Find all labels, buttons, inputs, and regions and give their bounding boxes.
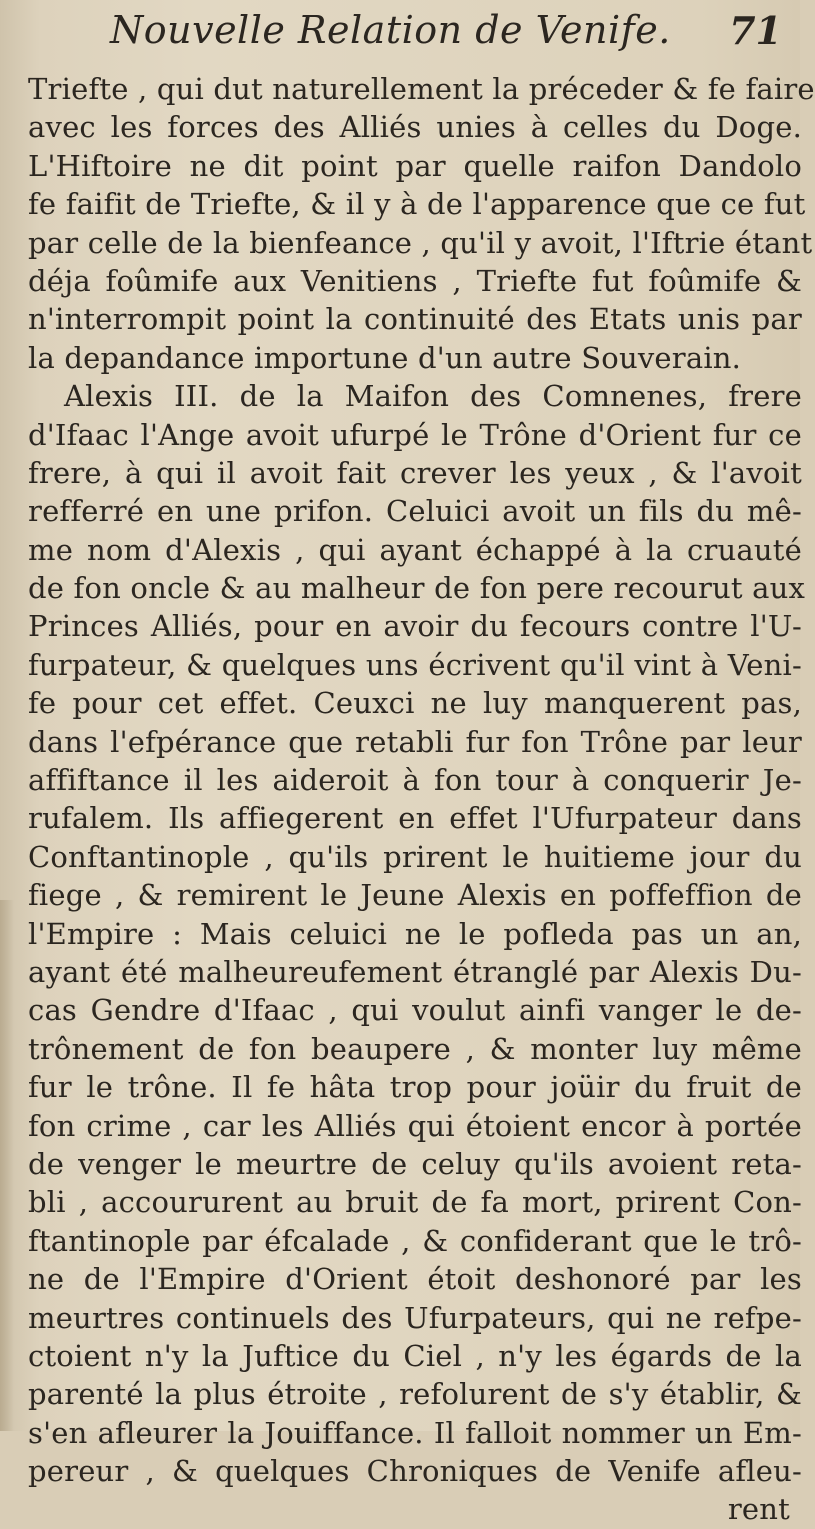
body-text bbox=[28, 70, 815, 1529]
text-line: d'Ifaac l'Ange avoit ufurpé le Trône d'Orient fur ce bbox=[28, 417, 802, 452]
text-line: déja foûmife aux Venitiens , Triefte fut foûmife & bbox=[28, 263, 802, 298]
text-line: ayant été malheureufement étranglé par Alexis Du- bbox=[28, 954, 802, 989]
text-line: fiege , & remirent le Jeune Alexis en poffeffion de bbox=[28, 878, 802, 913]
text-line: parenté la plus étroite , refolurent de s'y établir, & bbox=[28, 1377, 802, 1412]
text-line: L'Hiftoire ne dit point par quelle raifon Dandolo bbox=[28, 148, 802, 183]
text-line: fe pour cet effet. Ceuxci ne luy manquerent pas, bbox=[28, 686, 802, 721]
text-line: avec les forces des Alliés unies à celles du Doge. bbox=[28, 110, 802, 145]
text-line: pereur , & quelques Chroniques de Venife afleu- bbox=[28, 1454, 802, 1489]
text-line: ne de l'Empire d'Orient étoit deshonoré par les bbox=[28, 1262, 802, 1297]
text-line: Alexis III. de la Maifon des Comnenes, frere bbox=[64, 379, 802, 414]
text-line: affiftance il les aideroit à fon tour à conquerir Je- bbox=[28, 763, 802, 798]
text-line: par celle de la bienfeance , qu'il y avoit, l'Iftrie étant bbox=[28, 225, 813, 260]
page-edge-shadow bbox=[0, 900, 14, 1431]
text-line: Princes Alliés, pour en avoir du fecours contre l'U- bbox=[28, 609, 802, 644]
text-line: ctoient n'y la Juftice du Ciel , n'y les égards de la bbox=[28, 1338, 802, 1373]
text-line: frere, à qui il avoit fait crever les yeux , & l'avoit bbox=[28, 455, 802, 490]
text-line: de venger le meurtre de celuy qu'ils avoient reta- bbox=[28, 1146, 802, 1181]
page-number: 71 bbox=[729, 8, 782, 53]
text-line: fon crime , car les Alliés qui étoient encor à portée bbox=[28, 1108, 802, 1143]
catchword: rent bbox=[727, 1492, 790, 1527]
page-header bbox=[110, 8, 790, 68]
text-line: me nom d'Alexis , qui ayant échappé à la cruauté bbox=[28, 532, 802, 567]
text-line: bli , accoururent au bruit de fa mort, prirent Con- bbox=[28, 1185, 802, 1220]
text-line: refferré en une prifon. Celuici avoit un fils du mê- bbox=[28, 494, 802, 529]
text-line: trônement de fon beaupere , & monter luy même bbox=[28, 1031, 802, 1066]
text-line: la depandance importune d'un autre Souverain. bbox=[28, 340, 742, 375]
running-title: Nouvelle Relation de Venife. bbox=[110, 8, 671, 52]
text-line: fe faifit de Triefte, & il y à de l'apparence que ce fut bbox=[28, 187, 806, 222]
text-line: Triefte , qui dut naturellement la préceder & fe faire bbox=[28, 72, 815, 106]
text-line: fur le trône. Il fe hâta trop pour joüir du fruit de bbox=[28, 1070, 802, 1105]
text-line: n'interrompit point la continuité des Etats unis par bbox=[28, 302, 802, 337]
text-line: s'en afleurer la Jouiffance. Il falloit nommer un Em- bbox=[28, 1415, 802, 1450]
text-line: meurtres continuels des Ufurpateurs, qui ne refpe- bbox=[28, 1300, 802, 1335]
text-line: de fon oncle & au malheur de fon pere recourut aux bbox=[28, 571, 806, 606]
text-line: cas Gendre d'Ifaac , qui voulut ainfi vanger le de- bbox=[28, 993, 802, 1028]
text-line: Conftantinople , qu'ils prirent le huitieme jour du bbox=[28, 839, 802, 874]
text-line: ftantinople par éfcalade , & confiderant que le trô- bbox=[28, 1223, 802, 1258]
text-line: l'Empire : Mais celuici ne le pofleda pas un an, bbox=[28, 916, 802, 951]
text-line: rufalem. Ils affiegerent en effet l'Ufurpateur dans bbox=[28, 801, 802, 836]
text-line: dans l'efpérance que retabli fur fon Trône par leur bbox=[28, 724, 802, 759]
text-line: furpateur, & quelques uns écrivent qu'il vint à Veni- bbox=[28, 647, 802, 682]
